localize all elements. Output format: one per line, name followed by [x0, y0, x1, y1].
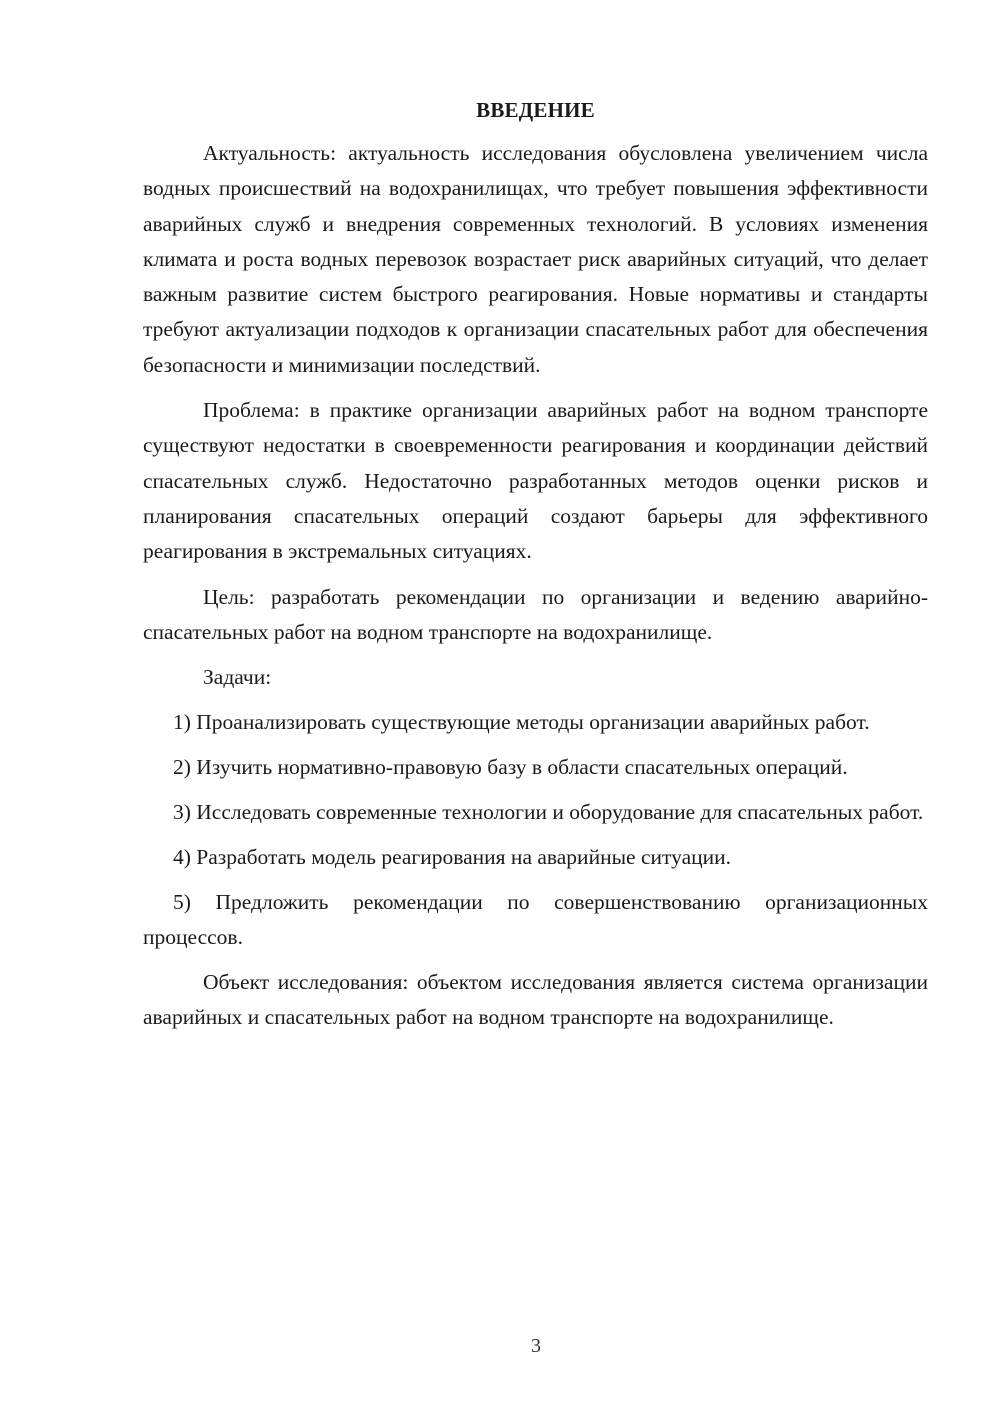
task-item-2: 2) Изучить нормативно-правовую базу в области спасательных операций.: [173, 755, 848, 780]
document-page: [143, 96, 928, 1046]
task-item-5: 5) Предложить рекомендации по совершенствованию организационных процессов.: [143, 890, 928, 950]
task-item-4: 4) Разработать модель реагирования на аварийные ситуации.: [173, 845, 732, 870]
paragraph-problem: Проблема: в практике организации аварийных работ на водном транспорте существуют недостатки в своевременности реагирования и координации действий спасательных служб. Недостаточно разработанных методов оценки рисков и планирования спасательных операций создают барьеры для эффективного реагирования в экстремальных ситуациях.: [143, 398, 928, 564]
page-number: 3: [531, 1335, 541, 1357]
paragraph-object: Объект исследования: объектом исследования является система организации аварийных и спасательных работ на водном транспорте на водохранилище.: [143, 970, 928, 1030]
tasks-label: Задачи:: [203, 665, 272, 690]
task-item-1: 1) Проанализировать существующие методы организации аварийных работ.: [173, 710, 870, 735]
section-title: ВВЕДЕНИЕ: [476, 98, 595, 122]
task-item-3: 3) Исследовать современные технологии и оборудование для спасательных работ.: [173, 800, 924, 825]
paragraph-relevance: Актуальность: актуальность исследования обусловлена увеличением числа водных происшествий на водохранилищах, что требует повышения эффективности аварийных служб и внедрения современных технологий. В условиях изменения климата и роста водных перевозок возрастает риск аварийных ситуаций, что делает важным развитие систем быстрого реагирования. Новые нормативы и стандарты требуют актуализации подходов к организации спасательных работ для обеспечения безопасности и минимизации последствий.: [143, 141, 928, 377]
paragraph-goal: Цель: разработать рекомендации по организации и ведению аварийно-спасательных работ на водном транспорте на водохранилище.: [143, 584, 928, 644]
